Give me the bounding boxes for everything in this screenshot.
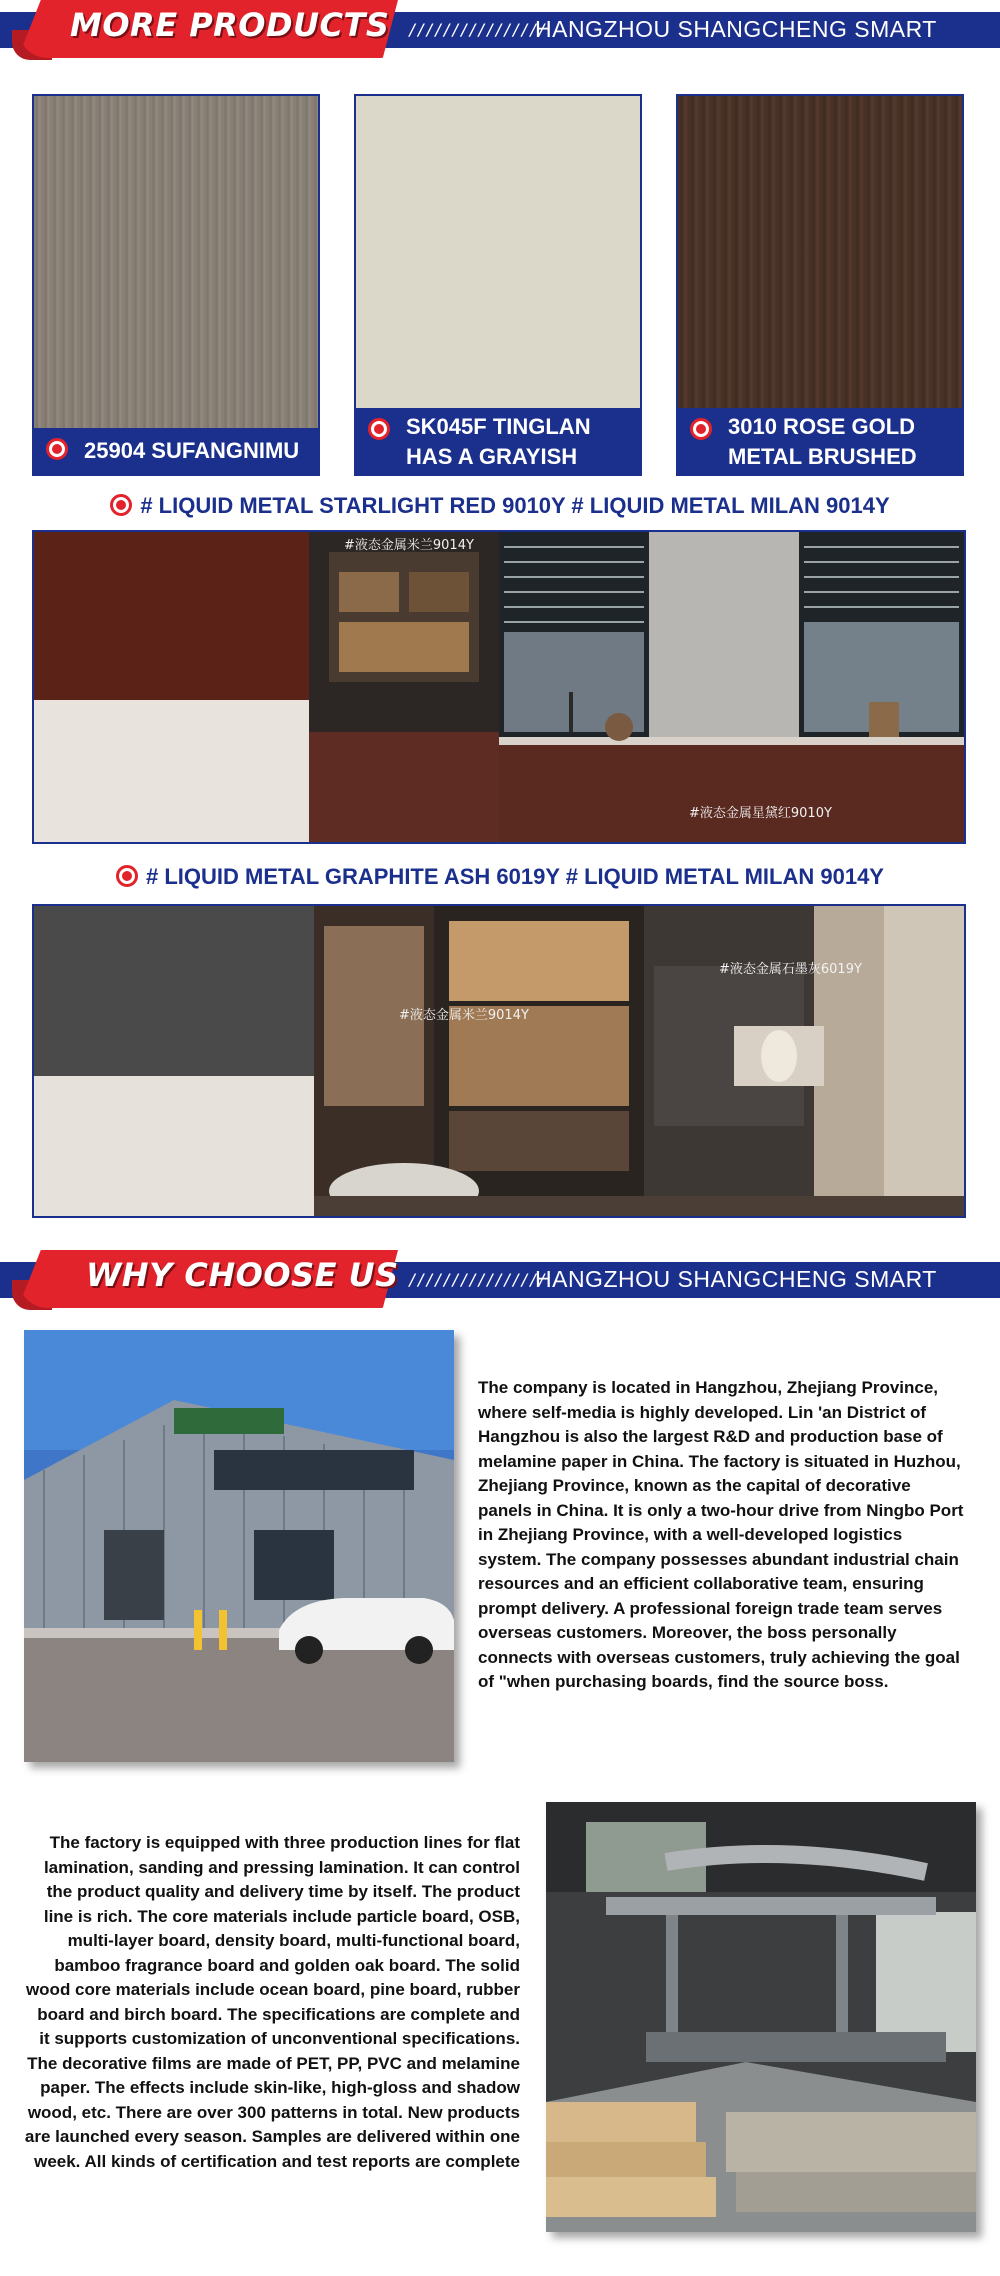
swatch-caption	[678, 408, 962, 474]
color-chip-red	[34, 532, 309, 700]
scene1-heading	[0, 493, 1000, 519]
bullet-icon	[110, 494, 132, 516]
swatch-label: SK045F TINGLAN HAS A GRAYISH SKIN FEEL	[406, 414, 591, 499]
wardrobe-photo	[314, 906, 964, 1216]
color-chip-milan	[34, 700, 309, 842]
bullet-icon	[690, 418, 712, 440]
swatch-caption	[356, 408, 640, 499]
swatch-card-3[interactable]	[676, 94, 964, 476]
scene1-panel	[32, 530, 966, 844]
swatch-label: 25904 SUFANGNIMU	[84, 438, 300, 463]
swatch-caption	[34, 428, 318, 474]
why-choose-banner	[0, 1250, 1000, 1320]
banner-title: WHY CHOOSE US	[86, 1256, 399, 1294]
banner-slashes: ////////////////	[408, 1270, 547, 1289]
more-products-banner	[0, 0, 1000, 70]
swatch-card-1[interactable]	[32, 94, 320, 476]
scene1-tag-bottom: #液态金属星黛红9010Y	[689, 806, 832, 821]
swatch-label: 3010 ROSE GOLD METAL BRUSHED	[728, 414, 917, 469]
factory-exterior-photo	[24, 1330, 454, 1762]
bullet-icon	[368, 418, 390, 440]
banner-company: HANGZHOU SHANGCHENG SMART HOME	[535, 16, 937, 69]
production-line-photo	[546, 1802, 976, 2232]
swatch-texture	[34, 96, 318, 474]
bullet-icon	[116, 865, 138, 887]
banner-slashes: ////////////////	[408, 20, 547, 39]
scene2-tag-right: #液态金属石墨灰6019Y	[719, 962, 862, 977]
kitchen-illustration	[309, 532, 966, 842]
scene1-tag-top: #液态金属米兰9014Y	[344, 538, 474, 553]
about-paragraph-1: The company is located in Hangzhou, Zhejiang Province, where self-media is highly developed. Lin 'an District of Hangzhou is also the largest R&D and production base of melamine paper in China. The factory is situated in Huzhou, Zhejiang Province, known as the capital of decorative panels in China. It is only a two-hour drive from Ningbo Port in Zhejiang Province, with a well-developed logistics system. The company possesses abundant industrial chain resources and an efficient collaborative team, ensuring prompt delivery. A professional foreign trade team serves overseas customers. Moreover, the boss personally connects with overseas customers, truly achieving the goal of "when purchasing boards, find the source boss.	[478, 1378, 964, 1691]
bullet-icon	[46, 438, 68, 460]
scene2-panel	[32, 904, 966, 1218]
scene1-heading-text: # LIQUID METAL STARLIGHT RED 9010Y # LIQUID METAL MILAN 9014Y	[140, 493, 890, 518]
about-paragraph-2: The factory is equipped with three production lines for flat lamination, sanding and pressing lamination. It can control the product quality and delivery time by itself. The product line is rich. The core materials include particle board, OSB, multi-layer board, density board, multi-functional board, bamboo fragrance board and golden oak board. The solid wood core materials include ocean board, pine board, rubber board and birch board. The specifications are complete and it supports customization of unconventional specifications. The decorative films are made of PET, PP, PVC and melamine paper. The effects include skin-like, high-gloss and shadow wood, etc. There are over 300 patterns in total. New products are launched every season. Samples are delivered within one week. All kinds of certification and test reports are complete	[24, 1833, 520, 2171]
factory-exterior-illustration	[24, 1330, 454, 1762]
kitchen-photo	[309, 532, 964, 842]
banner-title: MORE PRODUCTS	[70, 6, 390, 44]
wardrobe-illustration	[314, 906, 966, 1216]
scene2-tag-left: #液态金属米兰9014Y	[399, 1008, 529, 1023]
scene2-heading	[0, 864, 1000, 890]
color-chip-graphite	[34, 906, 314, 1076]
banner-company: HANGZHOU SHANGCHENG SMART HOME	[535, 1266, 937, 1319]
scene2-heading-text: # LIQUID METAL GRAPHITE ASH 6019Y # LIQUID METAL MILAN 9014Y	[146, 864, 884, 889]
swatch-card-2[interactable]	[354, 94, 642, 499]
production-line-illustration	[546, 1802, 976, 2232]
color-chip-milan	[34, 1076, 314, 1216]
